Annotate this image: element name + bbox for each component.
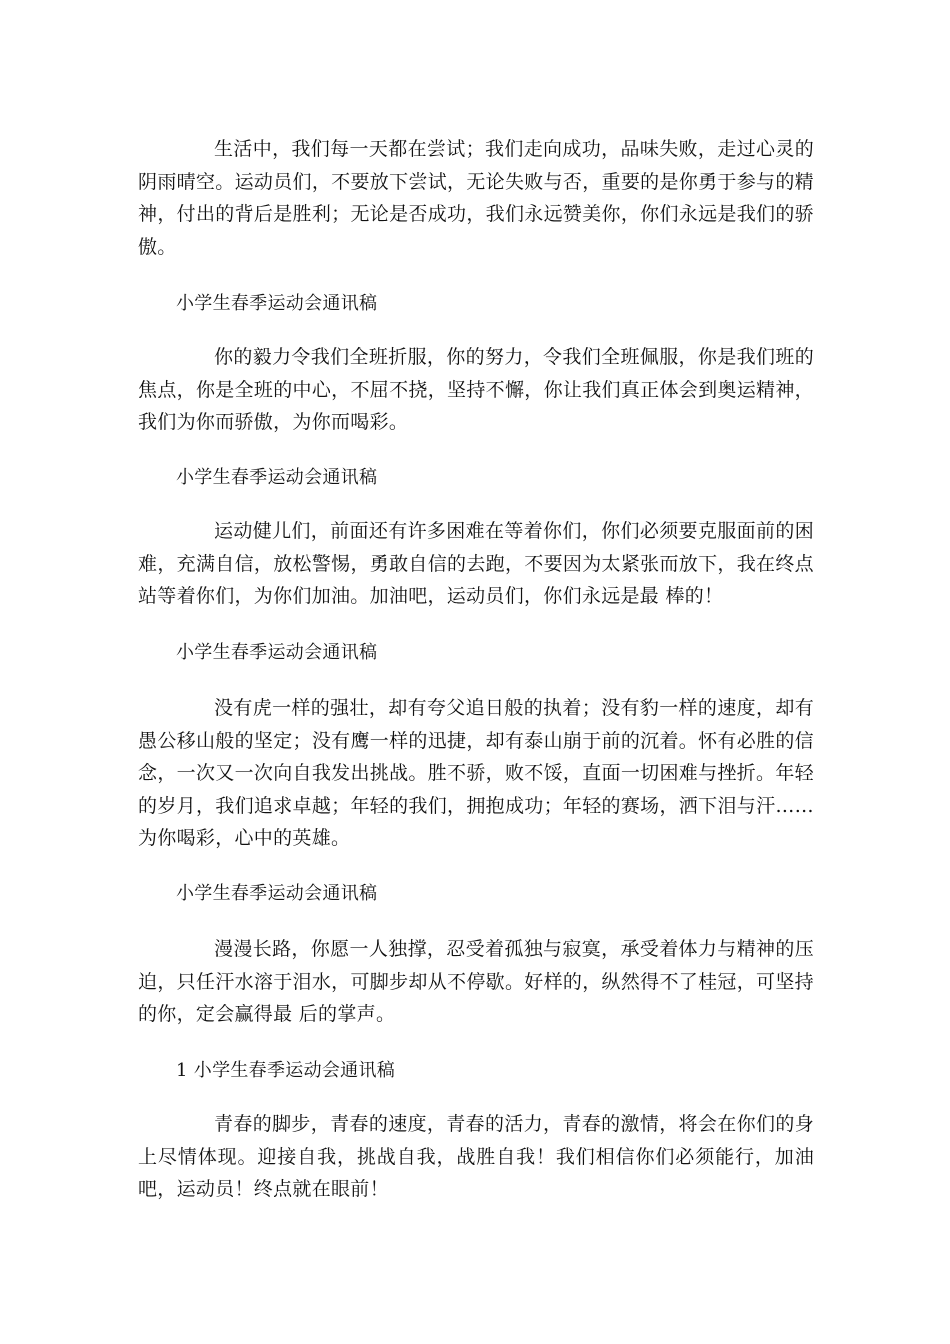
section-heading: 小学生春季运动会通讯稿: [176, 293, 378, 314]
heading-5: [138, 1058, 814, 1084]
paragraph-3: [138, 515, 814, 613]
paragraph-2: [138, 341, 814, 439]
paragraph-6: [138, 1108, 814, 1206]
section-heading: 小学生春季运动会通讯稿: [176, 467, 378, 488]
paragraph-text: 漫漫长路，你愿一人独撑，忍受着孤独与寂寞，承受着体力与精神的压迫，只任汗水溶于泪水，可脚步却从不停歇。好样的，纵然得不了桂冠，可坚持的你，定会赢得最 后的掌声。: [138, 938, 814, 1025]
paragraph-1: [138, 133, 814, 263]
paragraph-5: [138, 933, 814, 1031]
heading-3: [138, 640, 814, 666]
paragraph-text: 运动健儿们，前面还有许多困难在等着你们，你们必须要克服面前的困难，充满自信，放松警惕，勇敢自信的去跑，不要因为太紧张而放下，我在终点站等着你们，为你们加油。加油吧，运动员们，你们永远是最 棒的！: [138, 520, 814, 607]
paragraph-4: [138, 692, 814, 855]
section-heading: 小学生春季运动会通讯稿: [176, 642, 378, 663]
paragraph-text: 你的毅力令我们全班折服，你的努力，令我们全班佩服，你是我们班的焦点，你是全班的中心，不屈不挠，坚持不懈，你让我们真正体会到奥运精神，我们为你而骄傲，为你而喝彩。: [138, 346, 814, 433]
heading-2: [138, 465, 814, 491]
paragraph-text: 青春的脚步，青春的速度，青春的活力，青春的激情，将会在你们的身上尽情体现。迎接自我，挑战自我，战胜自我！我们相信你们必须能行，加油吧，运动员！终点就在眼前！: [138, 1113, 814, 1200]
heading-4: [138, 881, 814, 907]
heading-1: [138, 291, 814, 317]
section-heading: 1 小学生春季运动会通讯稿: [176, 1060, 396, 1081]
paragraph-text: 没有虎一样的强壮，却有夸父追日般的执着；没有豹一样的速度，却有愚公移山般的坚定；没有鹰一样的迅捷，却有泰山崩于前的沉着。怀有必胜的信念，一次又一次向自我发出挑战。胜不骄，败不馁，直面一切困难与挫折。年轻的岁月，我们追求卓越；年轻的我们，拥抱成功；年轻的赛场，洒下泪与汗……为你喝彩，心中的英雄。: [138, 697, 814, 849]
paragraph-text: 生活中，我们每一天都在尝试；我们走向成功，品味失败，走过心灵的阴雨晴空。运动员们，不要放下尝试，无论失败与否，重要的是你勇于参与的精神，付出的背后是胜利；无论是否成功，我们永远赞美你，你们永远是我们的骄傲。: [138, 138, 814, 258]
section-heading: 小学生春季运动会通讯稿: [176, 883, 378, 904]
